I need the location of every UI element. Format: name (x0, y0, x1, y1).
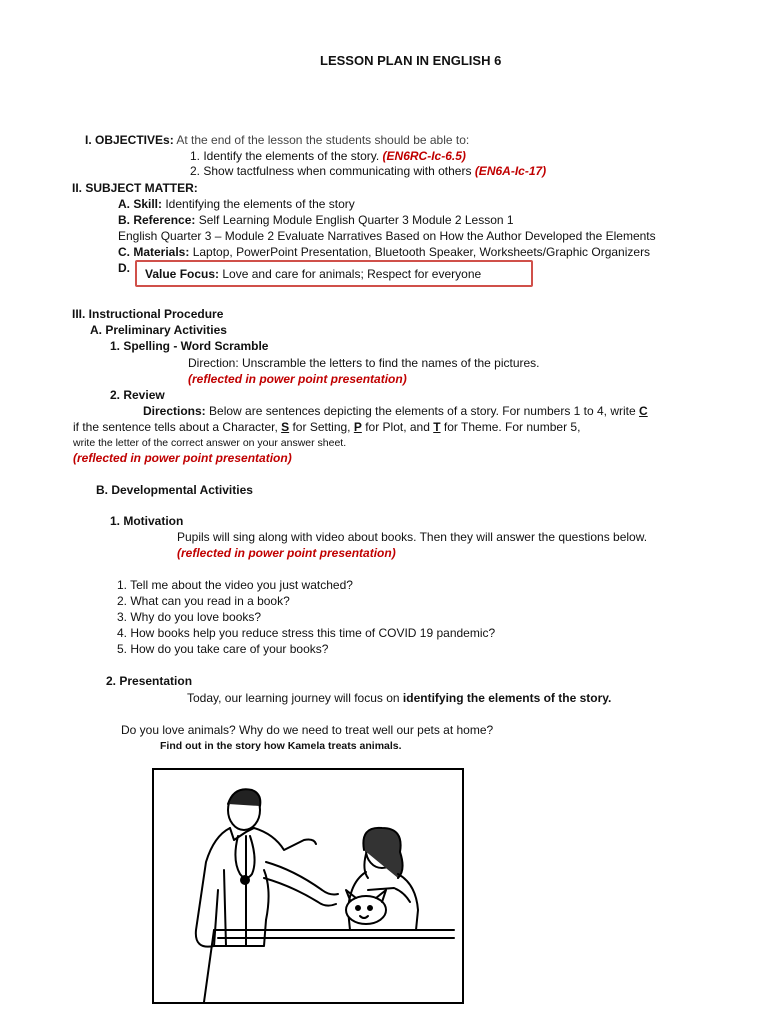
reference-text: Self Learning Module English Quarter 3 Module 2 Lesson 1 (195, 213, 514, 227)
review-note: (reflected in power point presentation) (73, 451, 292, 465)
question-item: 3. Why do you love books? (117, 610, 262, 624)
skill-text: Identifying the elements of the story (162, 197, 355, 211)
review-letter-p: P (353, 420, 362, 434)
developmental-heading: B. Developmental Activities (96, 483, 253, 497)
question-item: 4. How books help you reduce stress this time of COVID 19 pandemic? (117, 626, 496, 640)
review-text: for Plot, and (361, 420, 434, 434)
value-focus-line (145, 267, 481, 282)
objectives-line (85, 133, 469, 148)
review-directions-line3: write the letter of the correct answer on your answer sheet. (73, 437, 347, 449)
materials-text: Laptop, PowerPoint Presentation, Bluetooth Speaker, Worksheets/Graphic Organizers (189, 245, 651, 259)
review-text: for Setting, (289, 420, 354, 434)
objectives-heading: I. OBJECTIVEs: (85, 133, 174, 147)
presentation-line (187, 691, 611, 706)
story-illustration (152, 768, 464, 1004)
presentation-heading: 2. Presentation (106, 674, 193, 688)
objective-text: 1. Identify the elements of the story. (190, 149, 383, 163)
review-text: for Theme. For number 5, (440, 420, 581, 434)
presentation-focus: identifying the elements of the story. (402, 691, 612, 705)
objective-code: (EN6RC-Ic-6.5) (382, 149, 466, 163)
question-item: 2. What can you read in a book? (117, 594, 290, 608)
subject-matter-heading: II. SUBJECT MATTER: (72, 181, 198, 195)
spelling-direction: Direction: Unscramble the letters to find the names of the pictures. (188, 356, 540, 370)
objective-text: 2. Show tactfulness when communicating with others (190, 164, 475, 178)
review-directions-line2 (73, 420, 580, 435)
review-letter-c: C (639, 404, 648, 418)
review-text: if the sentence tells about a Character, (73, 420, 282, 434)
reference-line (118, 213, 514, 228)
page-title: LESSON PLAN IN ENGLISH 6 (320, 53, 502, 68)
skill-line (118, 197, 355, 212)
reference-label: B. Reference: (118, 213, 196, 227)
objective-code: (EN6A-Ic-17) (474, 164, 547, 178)
materials-label: C. Materials: (118, 245, 190, 259)
question-item: 5. How do you take care of your books? (117, 642, 329, 656)
value-focus-label: Value Focus: (145, 267, 220, 281)
review-directions-text: Below are sentences depicting the elements of a story. For numbers 1 to 4, write (205, 404, 640, 418)
motivation-text: Pupils will sing along with video about books. Then they will answer the questions below. (177, 530, 648, 544)
motivation-note: (reflected in power point presentation) (177, 546, 396, 560)
review-letter-s: S (281, 420, 290, 434)
reference-continued: English Quarter 3 – Module 2 Evaluate Narratives Based on How the Author Developed the Elements (118, 229, 656, 243)
procedure-heading: III. Instructional Procedure (72, 307, 224, 321)
objective-item-2 (190, 164, 546, 179)
doctor-and-girl-with-pet-illustration (154, 770, 462, 1002)
objectives-intro: At the end of the lesson the students should be able to: (173, 133, 470, 147)
value-focus-text: Love and care for animals; Respect for everyone (219, 267, 482, 281)
review-letter-t: T (433, 420, 441, 434)
presentation-text: Today, our learning journey will focus on (187, 691, 403, 705)
question-item: 1. Tell me about the video you just watched? (117, 578, 353, 592)
review-directions-line1 (143, 404, 648, 419)
preliminary-heading: A. Preliminary Activities (90, 323, 227, 337)
skill-label: A. Skill: (118, 197, 163, 211)
spelling-note: (reflected in power point presentation) (188, 372, 407, 386)
d-label: D. (118, 261, 130, 275)
animals-find: Find out in the story how Kamela treats animals. (160, 740, 402, 752)
review-directions-label: Directions: (143, 404, 206, 418)
motivation-heading: 1. Motivation (110, 514, 184, 528)
materials-line (118, 245, 650, 260)
spelling-heading: 1. Spelling - Word Scramble (110, 339, 269, 353)
animals-question: Do you love animals? Why do we need to treat well our pets at home? (121, 723, 494, 737)
review-heading: 2. Review (110, 388, 165, 402)
objective-item-1 (190, 149, 466, 164)
